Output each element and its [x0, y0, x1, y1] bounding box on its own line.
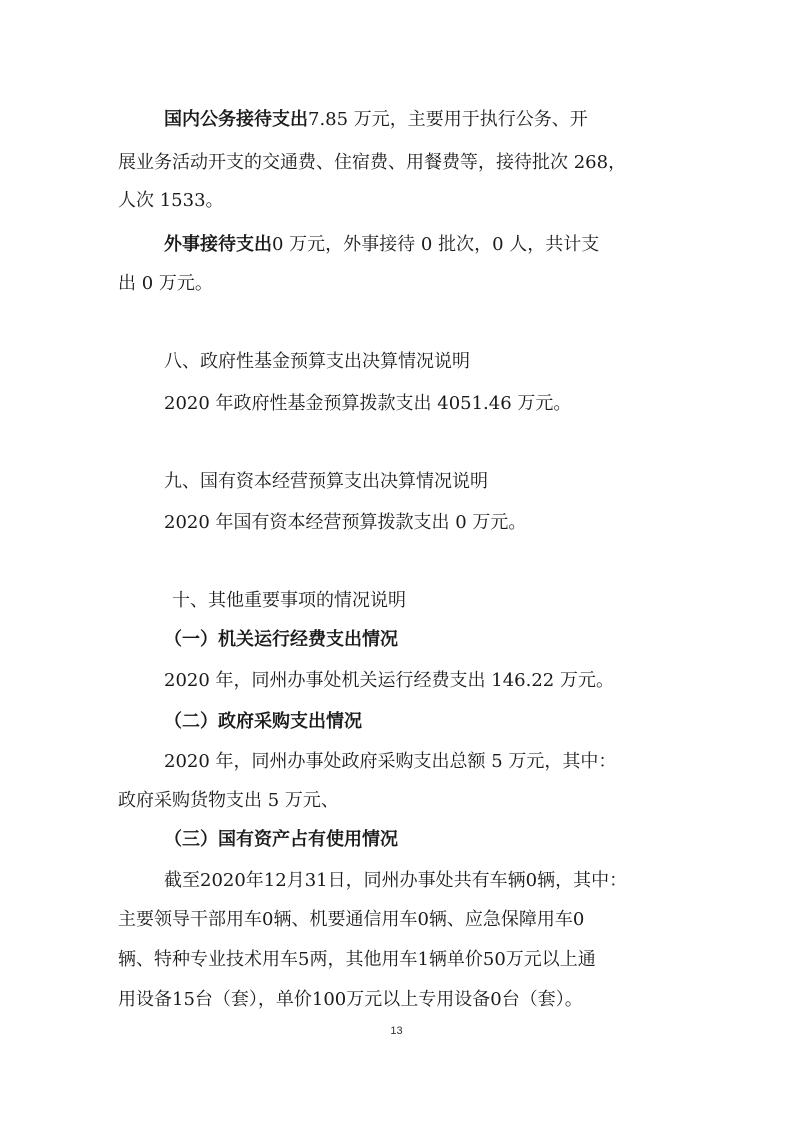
subsection-2-body-2: 政府采购货物支出 5 万元、 [118, 790, 339, 811]
subsection-3-body-2: 主要领导干部用车0辆、机要通信用车0辆、应急保障用车0 [118, 909, 585, 930]
subsection-1-heading: （一）机关运行经费支出情况 [164, 629, 398, 650]
domestic-reception-line-3: 人次 1533。 [118, 190, 224, 211]
foreign-reception-text: 0 万元，外事接待 0 批次，0 人，共计支 [272, 234, 600, 255]
domestic-reception-line-1 [164, 108, 588, 132]
subsection-1-body: 2020 年，同州办事处机关运行经费支出 146.22 万元。 [164, 670, 614, 691]
subsection-2-heading: （二）政府采购支出情况 [164, 711, 362, 732]
subsection-3-body-3: 辆、特种专业技术用车5两，其他用车1辆单价50万元以上通 [118, 949, 596, 970]
section-9-heading: 九、国有资本经营预算支出决算情况说明 [164, 471, 488, 492]
foreign-reception-label: 外事接待支出 [164, 234, 272, 255]
section-8-heading: 八、政府性基金预算支出决算情况说明 [164, 351, 470, 372]
subsection-3-body-1: 截至2020年12月31日，同州办事处共有车辆0辆，其中： [164, 870, 628, 891]
subsection-2-body-1: 2020 年，同州办事处政府采购支出总额 5 万元，其中： [164, 751, 617, 772]
section-9-body: 2020 年国有资本经营预算拨款支出 0 万元。 [164, 512, 527, 533]
page-number: 13 [390, 1025, 403, 1037]
subsection-3-heading: （三）国有资产占有使用情况 [164, 829, 398, 850]
foreign-reception-line-1 [164, 233, 599, 257]
domestic-reception-text: 7.85 万元，主要用于执行公务、开 [308, 109, 588, 130]
section-8-body: 2020 年政府性基金预算拨款支出 4051.46 万元。 [164, 393, 572, 414]
section-10-heading: 十、其他重要事项的情况说明 [172, 590, 406, 611]
foreign-reception-line-2: 出 0 万元。 [118, 273, 213, 294]
subsection-3-body-4: 用设备15台（套），单价100万元以上专用设备0台（套）。 [118, 989, 583, 1010]
domestic-reception-line-2: 展业务活动开支的交通费、住宿费、用餐费等，接待批次 268， [118, 152, 627, 173]
domestic-reception-label: 国内公务接待支出 [164, 109, 308, 130]
